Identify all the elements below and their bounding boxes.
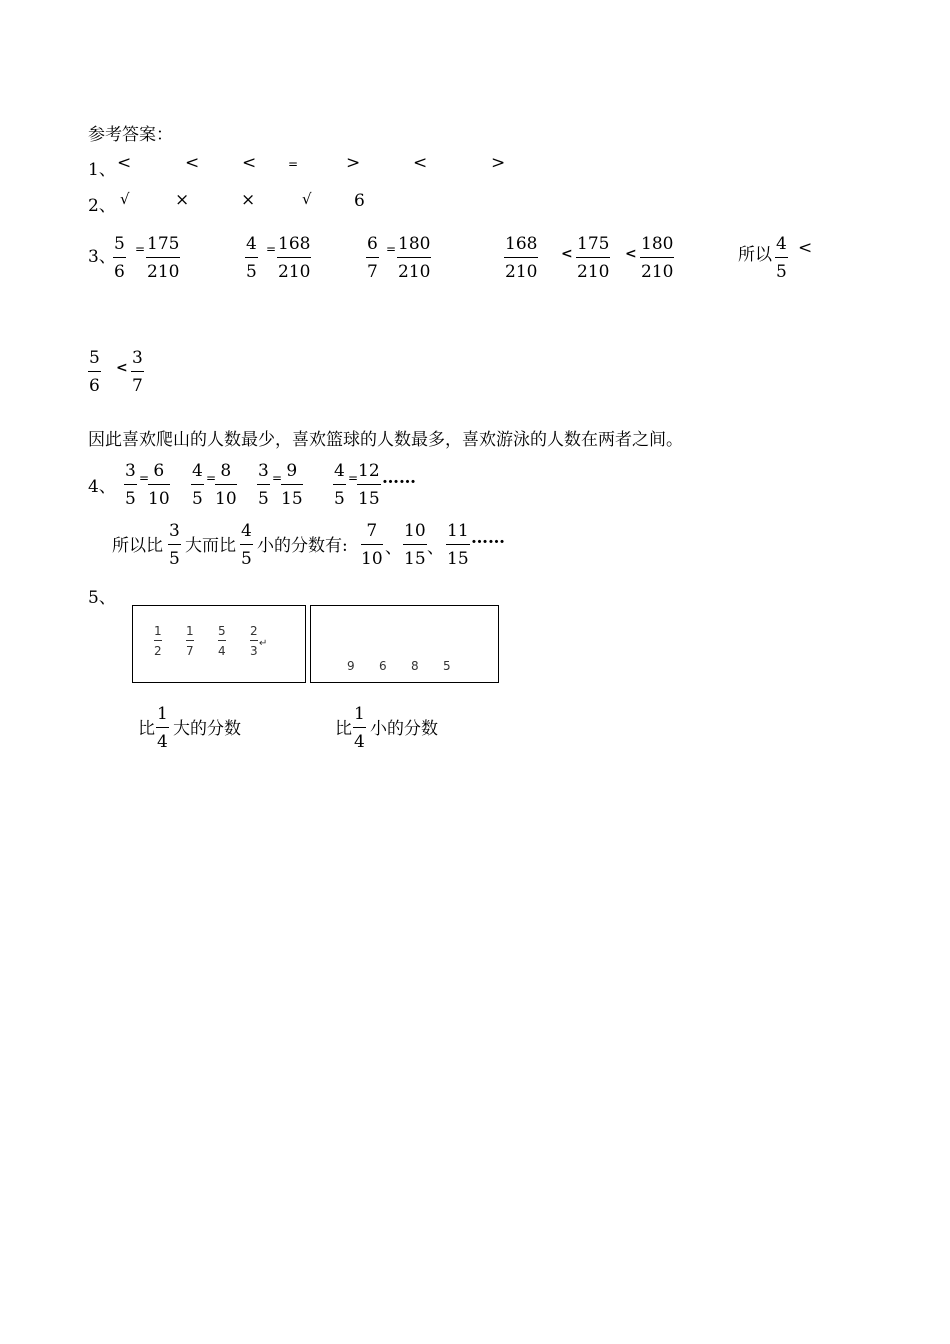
q1-symbol: >	[346, 153, 361, 173]
q1-symbol: <	[117, 153, 132, 173]
equals-sign: =	[266, 242, 277, 256]
fraction: $\frac{168}{210}$	[505, 234, 538, 282]
separator: 、	[385, 538, 402, 558]
fraction: $\frac{175}{210}$	[147, 234, 180, 282]
q2-mark: √	[302, 190, 312, 208]
fraction: $\frac{180}{210}$	[641, 234, 674, 282]
q1-symbol: <	[185, 153, 200, 173]
fraction: $\frac{4}{5}$	[776, 234, 787, 282]
fraction: $\frac{4}{5}$	[192, 461, 203, 509]
q3-number: 3、	[88, 247, 116, 267]
q4-number: 4、	[88, 477, 116, 497]
fraction: $\frac{4}{5}$	[246, 234, 257, 282]
fraction: $\frac{8}{10}$	[215, 461, 237, 509]
less-than-sign: <	[116, 360, 128, 376]
q4-text: 所以比	[112, 536, 163, 556]
equals-sign: =	[135, 242, 146, 256]
less-than-sign: <	[798, 238, 813, 258]
equals-sign: =	[386, 242, 397, 256]
fraction: $\frac{5}{6}$	[89, 348, 100, 396]
fraction: $\frac{6}{10}$	[148, 461, 170, 509]
box-number: 9	[347, 659, 355, 673]
fraction: $\frac{6}{7}$	[367, 234, 378, 282]
fraction: $\frac{3}{7}$	[132, 348, 143, 396]
box-number: 5	[443, 659, 451, 673]
equals-sign: =	[348, 471, 359, 485]
q2-mark: ×	[241, 190, 256, 210]
box-number: 6	[379, 659, 387, 673]
fraction: $\frac{5}{6}$	[114, 234, 125, 282]
q3-conclusion: 因此喜欢爬山的人数最少，喜欢篮球的人数最多，喜欢游泳的人数在两者之间。	[88, 430, 683, 450]
fraction: $\frac{3}{5}$	[125, 461, 136, 509]
q1-symbol: =	[288, 157, 299, 171]
fraction: $\frac{4}{5}$	[334, 461, 345, 509]
q1-symbol: >	[491, 153, 506, 173]
return-mark-icon: ↵	[259, 638, 268, 649]
equals-sign: =	[206, 471, 217, 485]
separator: 、	[427, 538, 444, 558]
fraction: $\frac{175}{210}$	[577, 234, 610, 282]
fraction: 2 3	[250, 624, 258, 658]
label-text: 比	[138, 719, 155, 739]
q2-mark: 6	[354, 191, 365, 211]
fraction: $\frac{10}{15}$	[404, 521, 426, 569]
q1-number: 1、	[88, 160, 116, 180]
fraction: $\frac{180}{210}$	[398, 234, 431, 282]
less-than-sign: <	[625, 246, 637, 262]
fraction: $\frac{9}{15}$	[281, 461, 303, 509]
fraction: 1 7	[186, 624, 194, 658]
less-than-sign: <	[561, 246, 573, 262]
q1-symbol: <	[242, 153, 257, 173]
q1-symbol: <	[413, 153, 428, 173]
label-text: 比	[335, 719, 352, 739]
answer-heading: 参考答案：	[88, 125, 173, 145]
q5-number: 5、	[88, 588, 116, 608]
fraction: $\frac{7}{10}$	[361, 521, 383, 569]
fraction: 1 2	[154, 624, 162, 658]
ellipsis: ……	[382, 468, 416, 488]
q4-text: 小的分数有:	[257, 536, 348, 556]
fraction: 5 4	[218, 624, 226, 658]
box-number: 8	[411, 659, 419, 673]
fraction: $\frac{1}{4}$	[157, 704, 168, 752]
fraction: $\frac{3}{5}$	[258, 461, 269, 509]
fraction: $\frac{3}{5}$	[169, 521, 180, 569]
so-text: 所以	[738, 245, 772, 265]
equals-sign: =	[139, 471, 150, 485]
q4-text: 大而比	[185, 536, 236, 556]
q2-mark: √	[120, 190, 130, 208]
ellipsis: ……	[471, 528, 505, 548]
fraction: $\frac{11}{15}$	[447, 521, 469, 569]
lesser-fractions-box	[310, 605, 499, 683]
fraction: $\frac{12}{15}$	[358, 461, 380, 509]
fraction: $\frac{1}{4}$	[354, 704, 365, 752]
label-text: 大的分数	[173, 719, 241, 739]
label-text: 小的分数	[370, 719, 438, 739]
q2-number: 2、	[88, 196, 116, 216]
fraction: $\frac{168}{210}$	[278, 234, 311, 282]
fraction: $\frac{4}{5}$	[241, 521, 252, 569]
q2-mark: ×	[175, 190, 190, 210]
equals-sign: =	[272, 471, 283, 485]
